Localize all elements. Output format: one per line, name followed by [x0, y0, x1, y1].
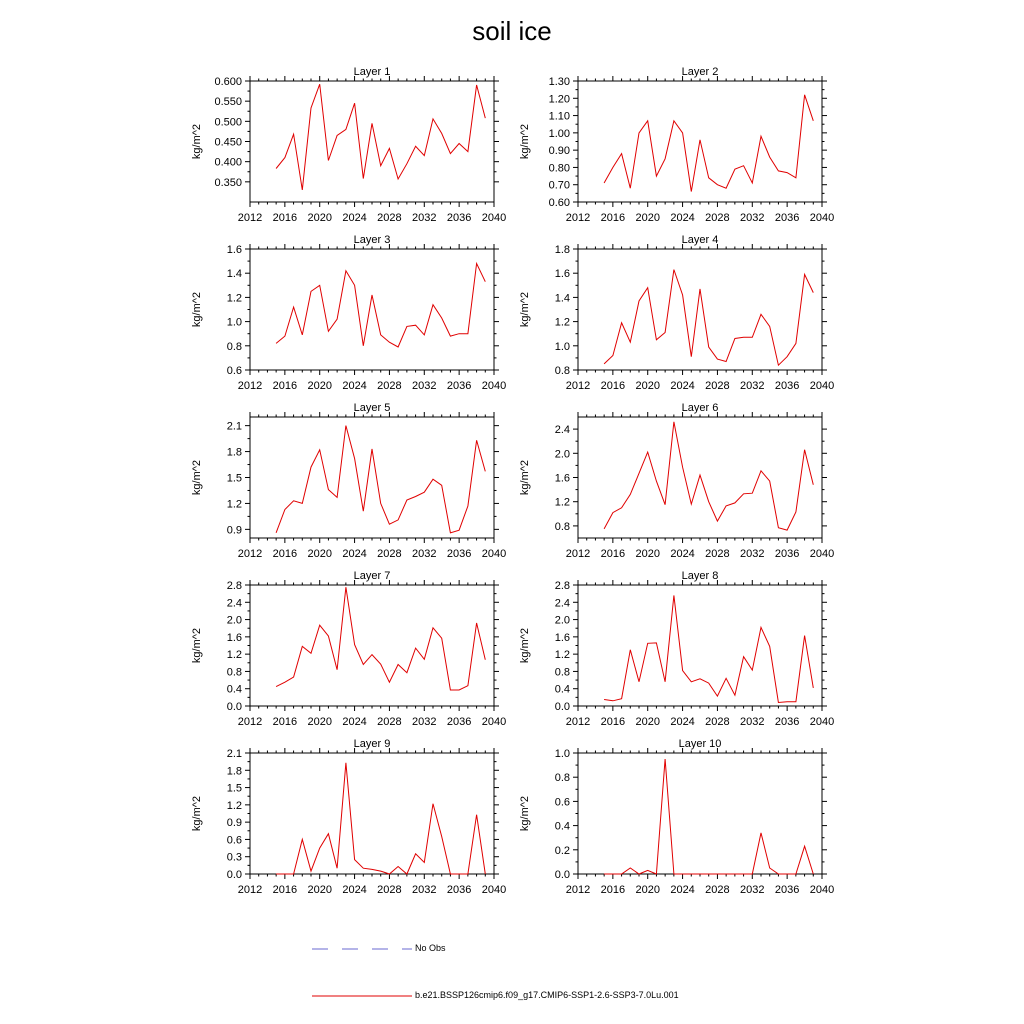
x-tick-label: 2020 — [635, 548, 660, 560]
x-tick-label: 2036 — [446, 380, 472, 392]
x-tick-label: 2032 — [740, 548, 765, 560]
x-tick-label: 2036 — [774, 884, 800, 896]
y-tick-label: 0.9 — [226, 524, 242, 537]
y-tick-label: 1.2 — [226, 649, 242, 662]
y-axis-label: kg/m^2 — [519, 795, 531, 832]
y-tick-label: 0.70 — [548, 179, 570, 192]
x-tick-label: 2040 — [481, 716, 507, 728]
x-tick-label: 2028 — [705, 884, 730, 896]
x-tick-label: 2024 — [342, 212, 367, 224]
x-tick-label: 2028 — [705, 212, 730, 224]
x-tick-label: 2020 — [635, 884, 660, 896]
legend-model-label: b.e21.BSSP126cmip6.f09_g17.CMIP6-SSP1-2.6-SSP3-7.0Lu.001 — [415, 990, 679, 1000]
y-tick-label: 2.0 — [554, 614, 570, 627]
x-tick-label: 2012 — [565, 548, 591, 560]
x-tick-label: 2032 — [740, 716, 765, 728]
x-tick-label: 2020 — [307, 212, 332, 224]
x-tick-label: 2012 — [565, 884, 591, 896]
panel-layer-7 — [191, 570, 506, 728]
y-tick-label: 0.400 — [214, 156, 242, 169]
x-tick-label: 2032 — [412, 884, 437, 896]
x-tick-label: 2020 — [307, 884, 332, 896]
y-tick-label: 0.6 — [226, 834, 242, 847]
y-tick-label: 0.8 — [226, 340, 242, 353]
y-tick-label: 1.6 — [554, 268, 570, 281]
x-tick-label: 2012 — [237, 884, 263, 896]
y-tick-label: 0.0 — [554, 701, 570, 713]
x-tick-label: 2016 — [600, 716, 626, 728]
y-axis-label: kg/m^2 — [191, 291, 203, 328]
panel-title: Layer 8 — [681, 570, 719, 582]
x-tick-label: 2016 — [600, 212, 626, 224]
y-tick-label: 0.4 — [554, 683, 570, 696]
y-tick-label: 0.550 — [214, 96, 242, 109]
x-tick-label: 2024 — [342, 548, 367, 560]
y-tick-label: 1.6 — [554, 631, 570, 644]
x-tick-label: 2040 — [809, 380, 835, 392]
panel-title: Layer 1 — [353, 66, 391, 78]
x-tick-label: 2040 — [809, 716, 835, 728]
y-tick-label: 1.8 — [226, 765, 242, 778]
y-tick-label: 0.350 — [214, 176, 242, 189]
y-axis-label: kg/m^2 — [191, 795, 203, 832]
y-tick-label: 2.0 — [554, 448, 570, 461]
y-tick-label: 0.90 — [548, 145, 570, 158]
y-tick-label: 1.00 — [548, 127, 570, 140]
x-tick-label: 2024 — [670, 716, 695, 728]
plot-frame — [250, 417, 494, 538]
panel-title: Layer 2 — [681, 66, 719, 78]
x-tick-label: 2012 — [565, 380, 591, 392]
series-line — [604, 422, 813, 530]
x-tick-label: 2012 — [237, 212, 263, 224]
x-tick-label: 2036 — [774, 548, 800, 560]
panel-layer-8 — [519, 570, 834, 728]
y-tick-label: 1.30 — [548, 76, 570, 88]
x-tick-label: 2036 — [446, 716, 472, 728]
y-tick-label: 0.8 — [554, 365, 570, 377]
x-tick-label: 2028 — [705, 380, 730, 392]
y-tick-label: 1.2 — [226, 799, 242, 812]
x-tick-label: 2036 — [446, 884, 472, 896]
panel-title: Layer 6 — [681, 402, 719, 414]
y-tick-label: 2.1 — [226, 748, 242, 760]
plot-frame — [250, 249, 494, 370]
x-tick-label: 2036 — [774, 716, 800, 728]
y-tick-label: 0.3 — [226, 851, 242, 864]
panel-layer-4 — [519, 234, 834, 392]
x-tick-label: 2016 — [272, 380, 298, 392]
x-tick-label: 2040 — [809, 884, 835, 896]
x-tick-label: 2020 — [307, 548, 332, 560]
panel-layer-3 — [191, 234, 506, 392]
x-tick-label: 2032 — [412, 212, 437, 224]
y-tick-label: 0.60 — [548, 197, 570, 209]
y-axis-label: kg/m^2 — [519, 627, 531, 664]
y-axis-label: kg/m^2 — [191, 459, 203, 496]
x-tick-label: 2016 — [600, 380, 626, 392]
x-tick-label: 2024 — [342, 716, 367, 728]
y-tick-label: 1.6 — [226, 631, 242, 644]
x-tick-label: 2012 — [237, 380, 263, 392]
x-tick-label: 2024 — [670, 380, 695, 392]
x-tick-label: 2028 — [705, 548, 730, 560]
y-tick-label: 0.0 — [226, 869, 242, 881]
plot-frame — [250, 585, 494, 706]
x-tick-label: 2020 — [307, 716, 332, 728]
y-tick-label: 1.2 — [226, 498, 242, 511]
series-line — [276, 264, 485, 348]
y-tick-label: 1.6 — [226, 244, 242, 256]
plot-frame — [578, 753, 822, 874]
series-line — [276, 763, 485, 874]
plot-frame — [578, 249, 822, 370]
x-tick-label: 2040 — [809, 548, 835, 560]
x-tick-label: 2036 — [446, 212, 472, 224]
x-tick-label: 2040 — [481, 884, 507, 896]
y-tick-label: 1.4 — [554, 292, 570, 305]
plot-frame — [578, 417, 822, 538]
x-tick-label: 2024 — [342, 884, 367, 896]
panel-title: Layer 5 — [353, 402, 391, 414]
y-tick-label: 0.500 — [214, 116, 242, 129]
plot-frame — [578, 585, 822, 706]
y-tick-label: 0.600 — [214, 76, 242, 88]
y-tick-label: 1.6 — [554, 472, 570, 485]
plot-frame — [250, 81, 494, 202]
y-tick-label: 0.0 — [554, 869, 570, 881]
y-tick-label: 2.4 — [226, 597, 242, 610]
panel-layer-2 — [519, 66, 834, 224]
panel-layer-10 — [519, 738, 834, 896]
y-tick-label: 1.0 — [554, 340, 570, 353]
x-tick-label: 2028 — [377, 380, 402, 392]
y-tick-label: 1.5 — [226, 472, 242, 485]
y-axis-label: kg/m^2 — [191, 123, 203, 160]
panel-title: Layer 9 — [353, 738, 391, 750]
x-tick-label: 2016 — [272, 212, 298, 224]
x-tick-label: 2032 — [412, 548, 437, 560]
y-tick-label: 1.2 — [554, 649, 570, 662]
x-tick-label: 2028 — [705, 716, 730, 728]
y-tick-label: 0.8 — [226, 666, 242, 679]
y-tick-label: 0.6 — [554, 796, 570, 809]
panel-title: Layer 7 — [353, 570, 391, 582]
x-tick-label: 2020 — [307, 380, 332, 392]
x-tick-label: 2024 — [670, 212, 695, 224]
y-tick-label: 1.10 — [548, 110, 570, 123]
y-tick-label: 0.8 — [554, 772, 570, 785]
y-tick-label: 0.2 — [554, 844, 570, 857]
x-tick-label: 2028 — [377, 716, 402, 728]
x-tick-label: 2028 — [377, 548, 402, 560]
y-axis-label: kg/m^2 — [519, 123, 531, 160]
panel-layer-6 — [519, 402, 834, 560]
x-tick-label: 2024 — [670, 548, 695, 560]
x-tick-label: 2036 — [446, 548, 472, 560]
x-tick-label: 2024 — [670, 884, 695, 896]
x-tick-label: 2028 — [377, 212, 402, 224]
x-tick-label: 2012 — [565, 212, 591, 224]
y-tick-label: 2.1 — [226, 420, 242, 433]
y-tick-label: 0.8 — [554, 520, 570, 533]
series-line — [276, 426, 485, 533]
x-tick-label: 2040 — [809, 212, 835, 224]
x-tick-label: 2020 — [635, 716, 660, 728]
series-line — [604, 595, 813, 702]
y-tick-label: 0.4 — [226, 683, 242, 696]
y-tick-label: 1.2 — [226, 292, 242, 305]
x-tick-label: 2016 — [272, 716, 298, 728]
x-tick-label: 2024 — [342, 380, 367, 392]
y-tick-label: 1.8 — [554, 244, 570, 256]
y-tick-label: 1.2 — [554, 316, 570, 329]
y-tick-label: 2.0 — [226, 614, 242, 627]
y-tick-label: 0.0 — [226, 701, 242, 713]
x-tick-label: 2012 — [237, 548, 263, 560]
chart-main-title: soil ice — [472, 16, 552, 46]
x-tick-label: 2016 — [600, 884, 626, 896]
x-tick-label: 2016 — [272, 548, 298, 560]
y-tick-label: 0.6 — [226, 365, 242, 377]
panel-title: Layer 3 — [353, 234, 391, 246]
x-tick-label: 2032 — [740, 212, 765, 224]
plot-frame — [250, 753, 494, 874]
series-line — [276, 84, 485, 190]
series-line — [604, 270, 813, 366]
x-tick-label: 2040 — [481, 212, 507, 224]
y-tick-label: 2.4 — [554, 424, 570, 437]
x-tick-label: 2012 — [565, 716, 591, 728]
x-tick-label: 2036 — [774, 380, 800, 392]
x-tick-label: 2016 — [600, 548, 626, 560]
y-tick-label: 0.4 — [554, 820, 570, 833]
y-tick-label: 0.9 — [226, 817, 242, 830]
y-tick-label: 1.2 — [554, 496, 570, 509]
panel-layer-9 — [191, 738, 506, 896]
y-tick-label: 1.8 — [226, 446, 242, 459]
x-tick-label: 2032 — [740, 380, 765, 392]
x-tick-label: 2028 — [377, 884, 402, 896]
series-line — [276, 587, 485, 690]
y-tick-label: 1.0 — [554, 748, 570, 760]
x-tick-label: 2032 — [412, 716, 437, 728]
panel-title: Layer 10 — [678, 738, 722, 750]
y-tick-label: 2.8 — [226, 580, 242, 592]
x-tick-label: 2032 — [740, 884, 765, 896]
y-tick-label: 1.4 — [226, 268, 242, 281]
y-tick-label: 1.5 — [226, 782, 242, 795]
x-tick-label: 2020 — [635, 380, 660, 392]
x-tick-label: 2016 — [272, 884, 298, 896]
y-tick-label: 2.4 — [554, 597, 570, 610]
y-tick-label: 0.450 — [214, 136, 242, 149]
x-tick-label: 2040 — [481, 380, 507, 392]
y-axis-label: kg/m^2 — [519, 459, 531, 496]
y-axis-label: kg/m^2 — [519, 291, 531, 328]
y-tick-label: 0.80 — [548, 162, 570, 175]
panel-title: Layer 4 — [681, 234, 719, 246]
panel-layer-5 — [191, 402, 506, 560]
panel-layer-1 — [191, 66, 506, 224]
x-tick-label: 2036 — [774, 212, 800, 224]
y-axis-label: kg/m^2 — [191, 627, 203, 664]
y-tick-label: 0.8 — [554, 666, 570, 679]
x-tick-label: 2032 — [412, 380, 437, 392]
series-line — [604, 95, 813, 192]
y-tick-label: 1.0 — [226, 316, 242, 329]
series-line — [604, 759, 813, 874]
x-tick-label: 2020 — [635, 212, 660, 224]
legend-obs-label: No Obs — [415, 943, 446, 953]
y-tick-label: 1.20 — [548, 93, 570, 106]
x-tick-label: 2012 — [237, 716, 263, 728]
x-tick-label: 2040 — [481, 548, 507, 560]
y-tick-label: 2.8 — [554, 580, 570, 592]
